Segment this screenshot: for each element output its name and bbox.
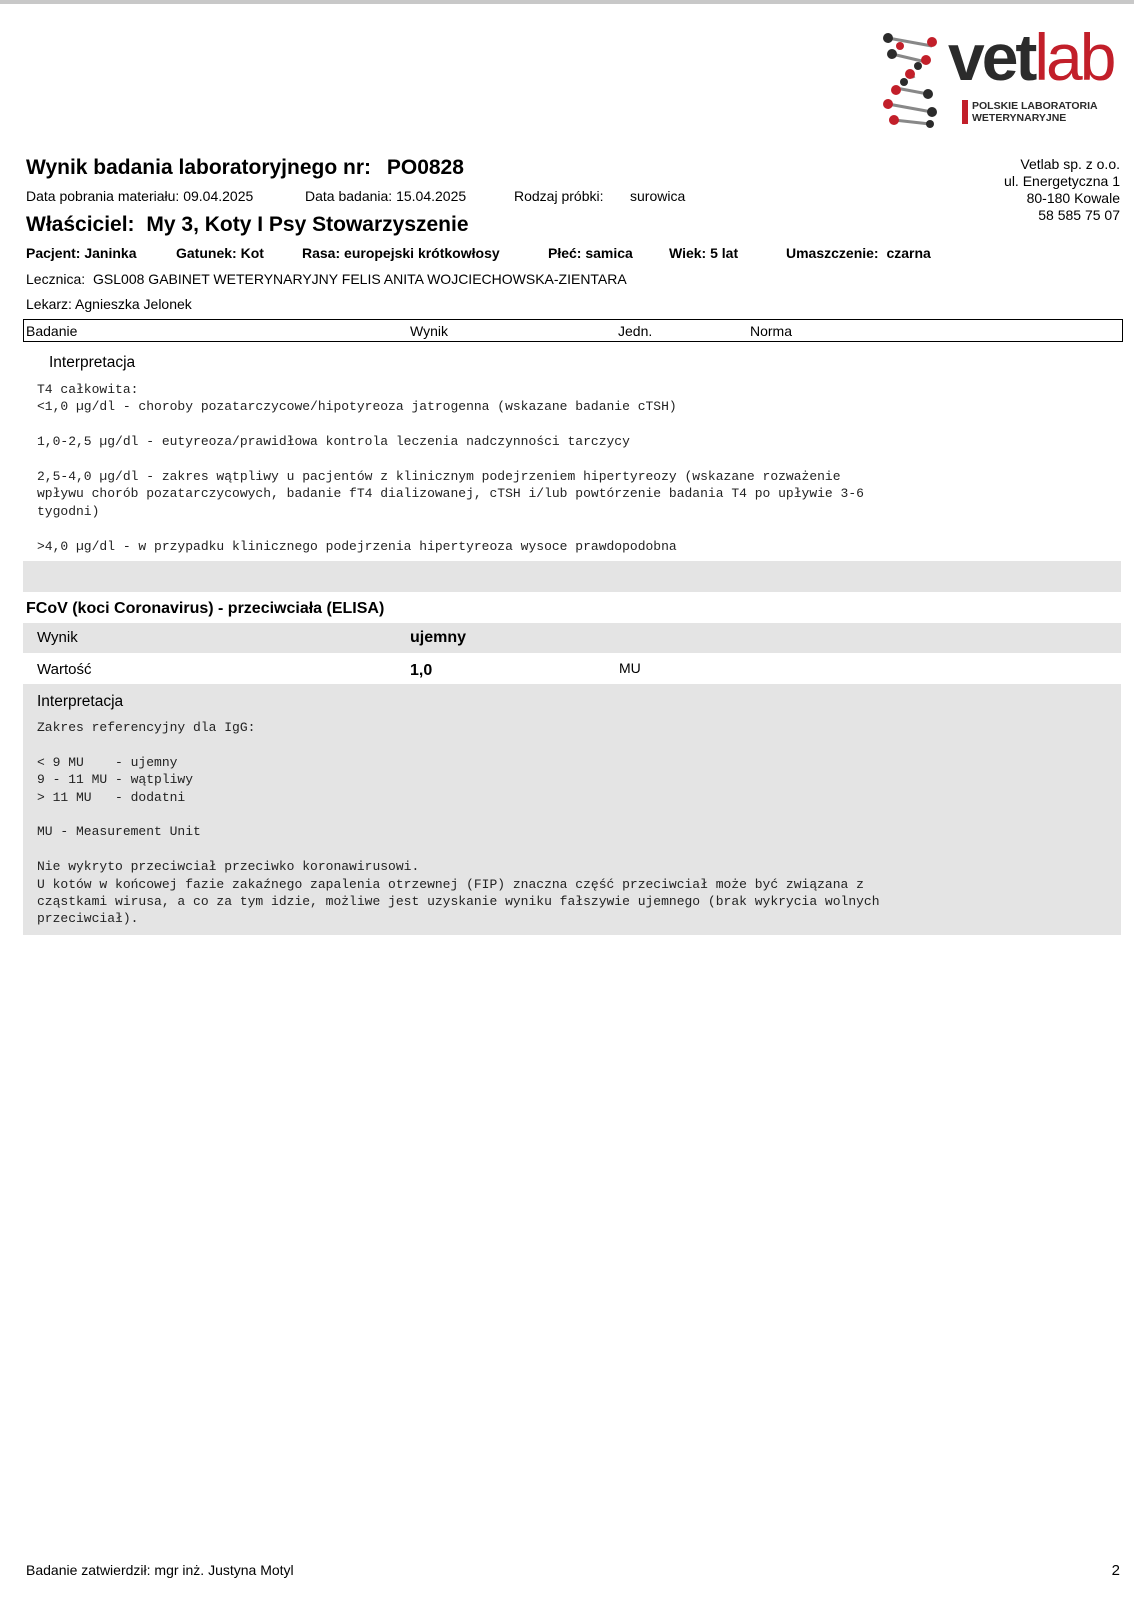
dna-helix-icon xyxy=(880,32,950,128)
owner-name: My 3, Koty I Psy Stowarzyszenie xyxy=(146,213,469,236)
vetlab-logo xyxy=(880,20,1125,133)
approval-label: Badanie zatwierdził: xyxy=(26,1562,151,1578)
t4-interpretation-label: Interpretacja xyxy=(49,354,136,371)
t4-interpretation-text: T4 całkowita: <1,0 µg/dl - choroby pozatarczycowe/hipotyreoza jatrogenna (wskazane badanie cTSH) 1,0-2,5 µg/dl - eutyreoza/prawidłowa kontrola leczenia nadczynności tarczycy 2,5-4,0 µg/dl - zakres wątpliwy u pacjentów z klinicznym podejrzeniem hipertyreozy (wskazane rozważenie wpływu chorób pozatarczycowych, badanie fT4 dializowanej, cTSH i/lub powtórzenie badania T4 po upływie 3-6 tygodni) >4,0 µg/dl - w przypadku klinicznego podejrzenia hipertyreoza wysoce prawdopodobna xyxy=(37,382,864,554)
patient-name-label: Pacjent: xyxy=(26,245,81,261)
patient-name xyxy=(26,245,137,261)
logo-tagline-line1: POLSKIE LABORATORIA xyxy=(972,100,1098,112)
col-header-test: Badanie xyxy=(26,323,78,339)
report-number: PO0828 xyxy=(386,156,464,179)
col-header-norm: Norma xyxy=(750,323,793,339)
patient-sex-value: samica xyxy=(585,245,633,261)
logo-word-vet: vet xyxy=(948,20,1035,94)
patient-color xyxy=(786,245,931,261)
sample-type-value: surowica xyxy=(630,188,686,204)
t4-section-divider xyxy=(23,561,1121,592)
patient-breed-label: Rasa: xyxy=(302,245,341,261)
clinic-value: GSL008 GABINET WETERYNARYJNY FELIS ANITA WOJCIECHOWSKA-ZIENTARA xyxy=(93,271,627,287)
approval-name: mgr inż. Justyna Motyl xyxy=(154,1562,294,1578)
patient-breed-value: europejski krótkowłosy xyxy=(344,245,500,261)
company-street: ul. Energetyczna 1 xyxy=(1004,173,1120,189)
page-number: 2 xyxy=(1111,1562,1120,1579)
patient-breed xyxy=(302,245,500,261)
clinic-label: Lecznica: xyxy=(26,271,86,287)
patient-species-label: Gatunek: xyxy=(176,245,237,261)
logo-tagline xyxy=(962,100,1098,124)
collection-date-label: Data pobrania materiału: xyxy=(26,188,180,204)
results-table-header xyxy=(23,319,1123,342)
patient-age-value: 5 lat xyxy=(710,245,739,261)
owner-label: Właściciel: xyxy=(26,213,135,236)
fcov-result-label: Wynik xyxy=(37,629,78,646)
fcov-result-value: ujemny xyxy=(410,629,467,646)
patient-species xyxy=(176,245,264,261)
doctor-label: Lekarz: xyxy=(26,296,72,312)
logo-tagline-line2: WETERYNARYJNE xyxy=(972,112,1067,124)
patient-age xyxy=(669,245,738,261)
approval-row xyxy=(26,1562,294,1578)
report-title xyxy=(26,156,464,180)
fcov-value-unit: MU xyxy=(619,660,641,676)
report-title-label: Wynik badania laboratoryjnego nr: xyxy=(26,156,372,179)
logo-wordmark xyxy=(948,20,1114,94)
col-header-unit: Jedn. xyxy=(618,323,653,339)
patient-color-label: Umaszczenie: xyxy=(786,245,879,261)
company-address xyxy=(1004,156,1120,224)
test-date-label: Data badania: xyxy=(305,188,393,204)
fcov-value-row xyxy=(23,653,1121,684)
logo-word-lab: lab xyxy=(1034,20,1114,94)
collection-date-row xyxy=(26,188,253,204)
top-border xyxy=(0,0,1134,4)
test-date-row xyxy=(305,188,466,204)
patient-sex-label: Płeć: xyxy=(548,245,582,261)
test-date-value: 15.04.2025 xyxy=(396,188,467,204)
col-header-result: Wynik xyxy=(410,323,448,339)
fcov-value-number: 1,0 xyxy=(410,662,433,679)
patient-age-label: Wiek: xyxy=(669,245,707,261)
company-phone: 58 585 75 07 xyxy=(1038,207,1120,223)
fcov-value-label: Wartość xyxy=(37,661,92,678)
patient-color-value: czarna xyxy=(886,245,931,261)
fcov-interpretation-box xyxy=(23,684,1121,935)
doctor-value: Agnieszka Jelonek xyxy=(75,296,192,312)
patient-sex xyxy=(548,245,633,261)
fcov-interpretation-text: Zakres referencyjny dla IgG: < 9 MU - ujemny 9 - 11 MU - wątpliwy > 11 MU - dodatni MU - Measurement Unit Nie wykryto przeciwciał przeciwko koronawirusowi. U kotów w końcowej fazie zakaźnego zapalenia otrzewnej (FIP) znaczna część przeciwciał może być związana z cząstkami wirusa, a co za tym idzie, możliwe jest uzyskanie wyniku fałszywie ujemnego (brak wykrycia wolnych przeciwciał). xyxy=(37,720,880,927)
fcov-title: FCoV (koci Coronavirus) - przeciwciała (ELISA) xyxy=(26,600,385,617)
fcov-interpretation-label: Interpretacja xyxy=(37,693,124,710)
collection-date-value: 09.04.2025 xyxy=(183,188,254,204)
patient-species-value: Kot xyxy=(240,245,264,261)
fcov-result-row xyxy=(23,623,1121,653)
company-name: Vetlab sp. z o.o. xyxy=(1020,156,1120,172)
patient-name-value: Janinka xyxy=(84,245,137,261)
sample-type-label: Rodzaj próbki: xyxy=(514,188,604,204)
owner-heading xyxy=(26,213,469,237)
doctor-row xyxy=(26,296,192,312)
company-city: 80-180 Kowale xyxy=(1026,190,1120,206)
clinic-row xyxy=(26,271,627,287)
